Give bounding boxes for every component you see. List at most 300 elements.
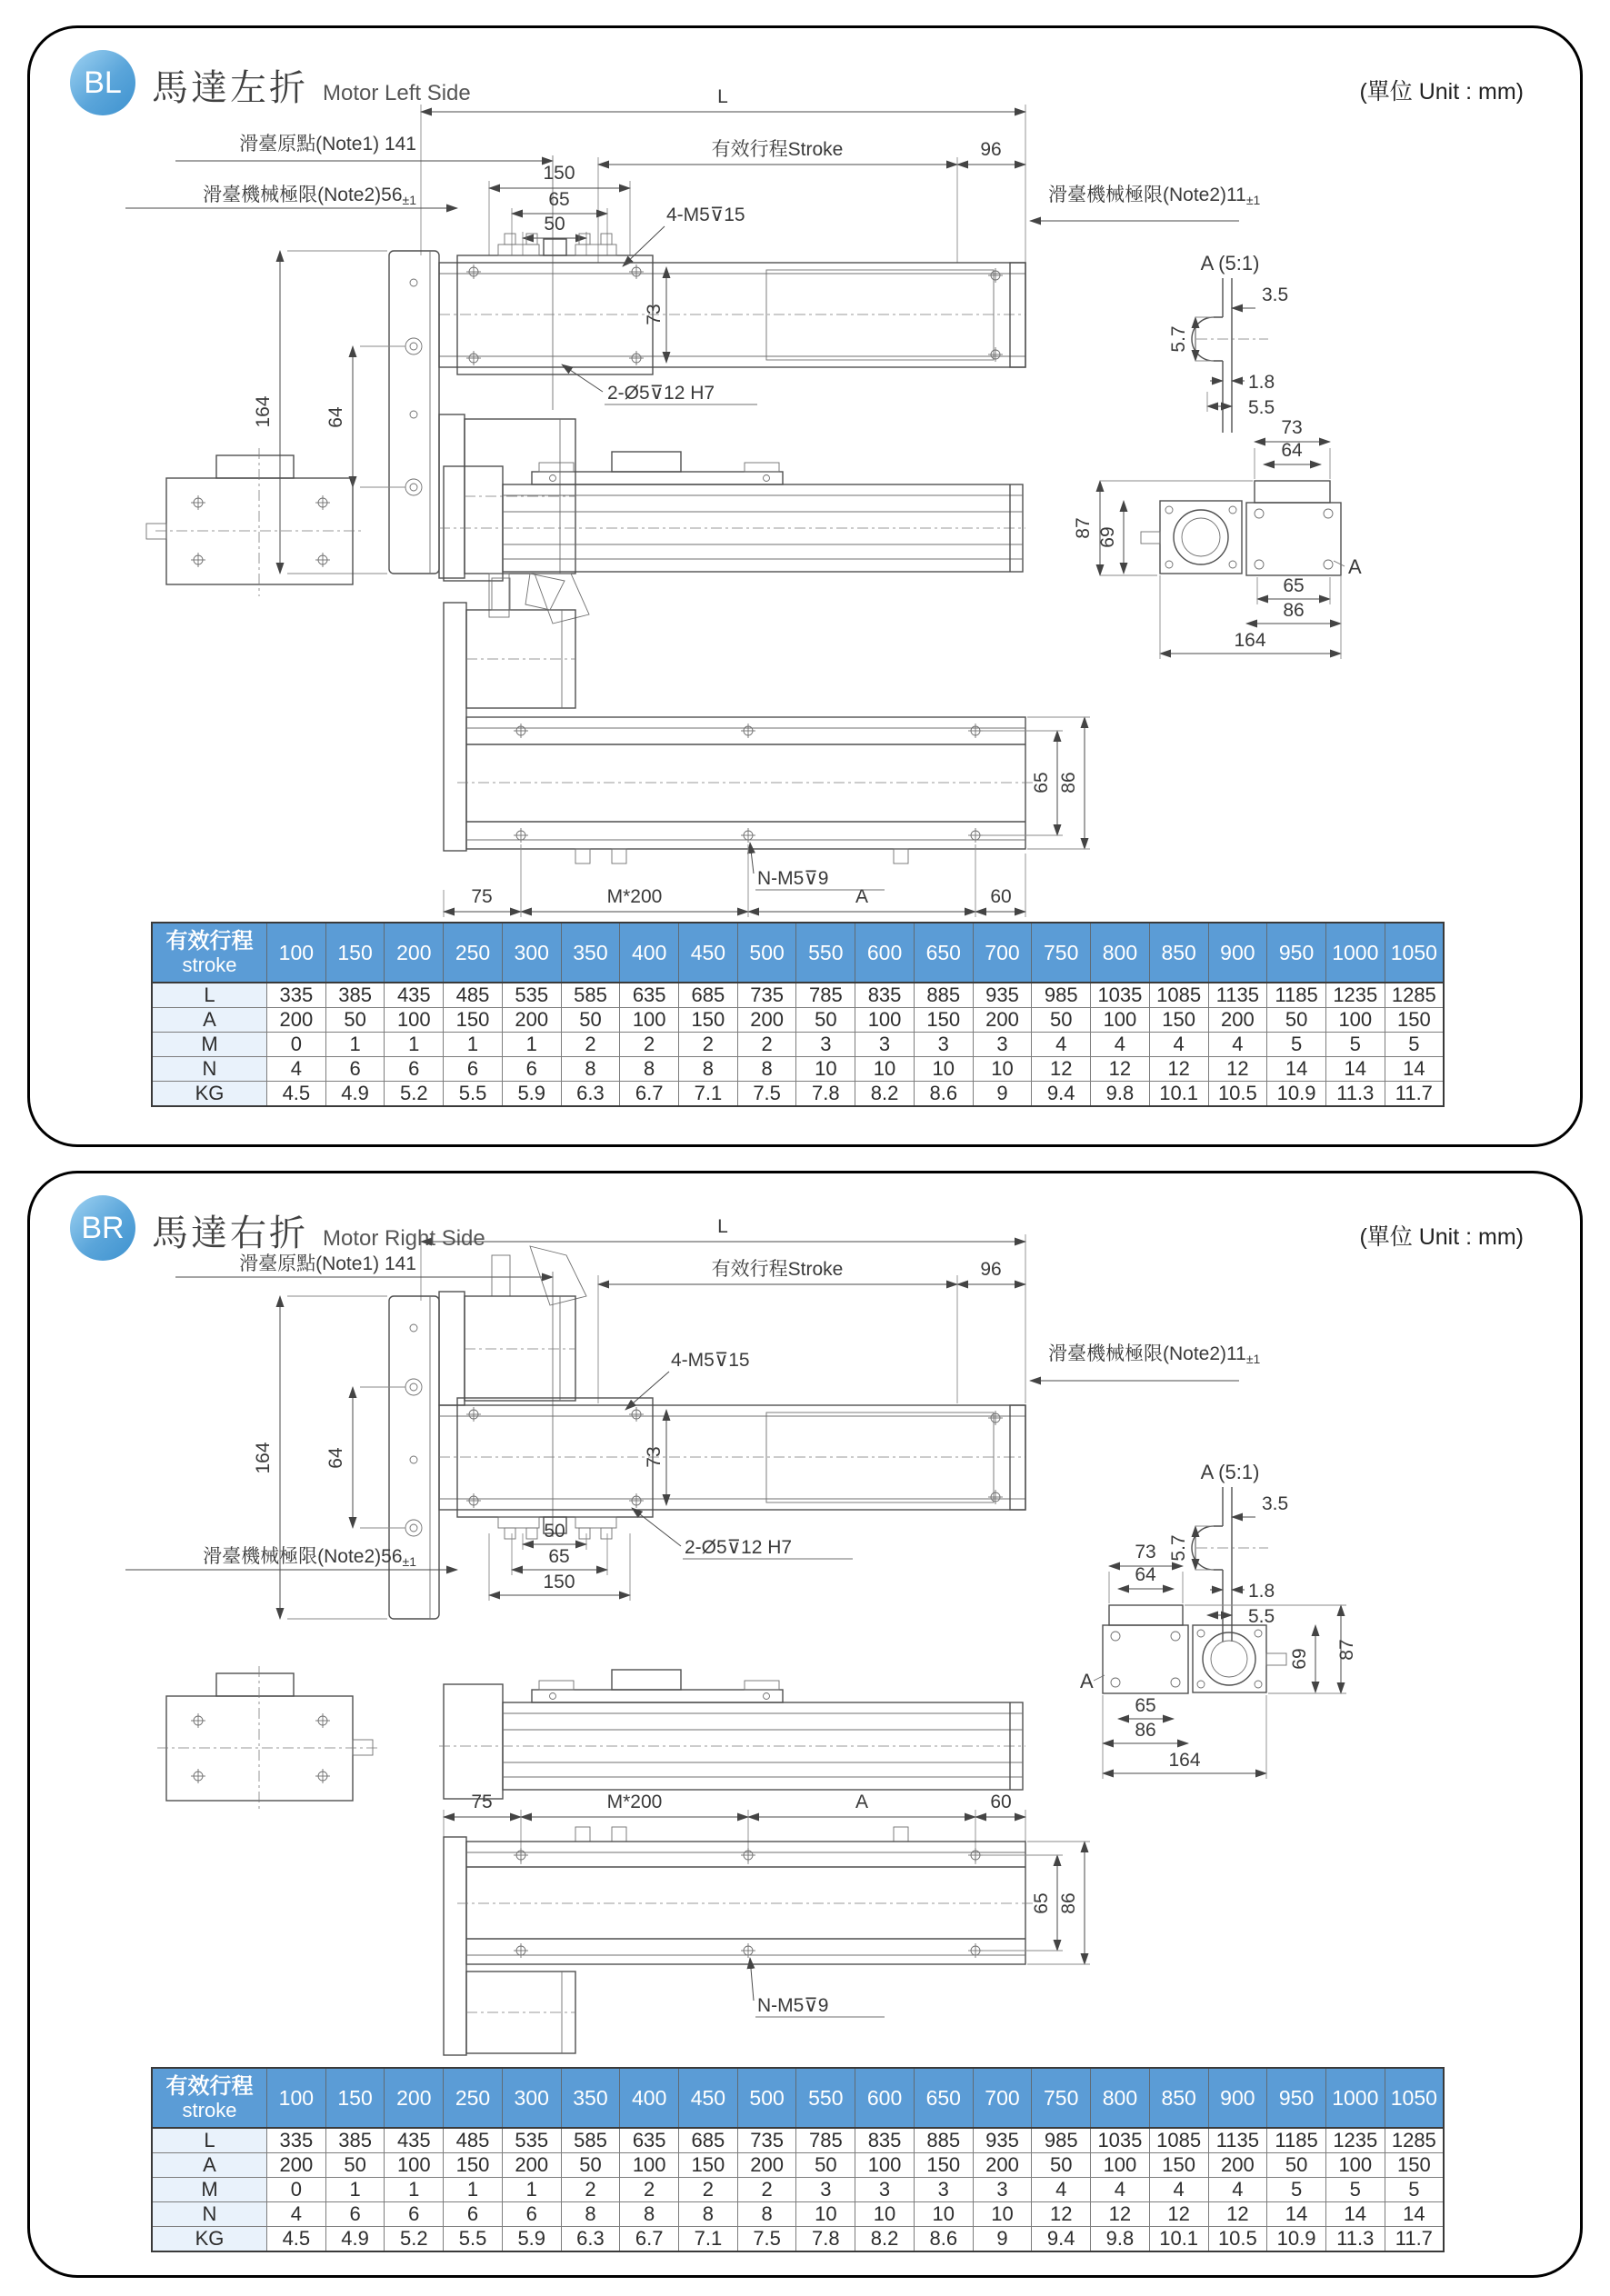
bl-detail-a	[1168, 252, 1288, 433]
spec-cell: 150	[1385, 2153, 1444, 2178]
bracket-plate	[389, 251, 439, 574]
spec-cell: 6.7	[620, 1082, 679, 1107]
detail-marker-a: A	[1080, 1670, 1094, 1692]
spec-cell: 1	[444, 2178, 503, 2202]
spec-cell: 1235	[1325, 2128, 1385, 2153]
spec-cell: 785	[796, 983, 855, 1008]
stroke-col-header: 1050	[1385, 923, 1444, 983]
spec-cell: 6	[502, 1057, 561, 1082]
stroke-col-header: 950	[1267, 2068, 1326, 2128]
spec-cell: 4	[267, 1057, 326, 1082]
spec-cell: 200	[267, 2153, 326, 2178]
label-tapN: N-M5⊽9	[757, 1995, 829, 2016]
spec-cell: 935	[973, 983, 1032, 1008]
spec-cell: 0	[267, 2178, 326, 2202]
spec-cell: 8	[620, 1057, 679, 1082]
spec-cell: 10.1	[1149, 1082, 1208, 1107]
stroke-col-header: 950	[1267, 923, 1326, 983]
stroke-col-header: 700	[973, 923, 1032, 983]
spec-cell: 3	[973, 2178, 1032, 2202]
stroke-col-header: 500	[737, 923, 796, 983]
dim-73: 73	[644, 1446, 665, 1468]
dim-stroke: 有效行程Stroke	[711, 139, 844, 160]
spec-cell: 485	[444, 2128, 503, 2153]
dim-65b: 65	[1283, 575, 1305, 596]
br-top-view	[125, 1216, 1261, 1619]
spec-cell: 200	[737, 1008, 796, 1033]
spec-cell: 7.5	[737, 1082, 796, 1107]
spec-cell: 4.5	[267, 2227, 326, 2252]
br-side-view-small	[157, 1666, 381, 1812]
spec-cell: 50	[1032, 1008, 1091, 1033]
dim-86b: 86	[1058, 1892, 1079, 1914]
dim-96: 96	[980, 139, 1002, 160]
dim-A: A	[855, 1792, 869, 1812]
motor-flange	[439, 1292, 465, 1405]
br-detail-a	[1168, 1461, 1288, 1642]
stroke-col-header: 900	[1208, 2068, 1267, 2128]
spec-cell: 50	[561, 1008, 620, 1033]
spec-cell: 4.5	[267, 1082, 326, 1107]
dim-75: 75	[471, 886, 493, 907]
dim-1p8: 1.8	[1248, 1581, 1275, 1602]
detail-marker-a: A	[1348, 555, 1362, 578]
dim-164b: 164	[1234, 630, 1266, 651]
spec-cell: 1	[502, 2178, 561, 2202]
spec-cell: 10	[973, 2202, 1032, 2227]
row-label: L	[152, 2128, 267, 2153]
spec-cell: 6	[502, 2202, 561, 2227]
spec-cell: 10.1	[1149, 2227, 1208, 2252]
spec-cell: 50	[1032, 2153, 1091, 2178]
spec-cell: 435	[385, 983, 444, 1008]
spec-cell: 9.4	[1032, 1082, 1091, 1107]
bl-spec-table	[151, 922, 1445, 1107]
dim-86b: 86	[1058, 772, 1079, 794]
dim-L: L	[717, 86, 728, 107]
spec-cell: 1285	[1385, 983, 1444, 1008]
dim-64b: 64	[1135, 1564, 1156, 1585]
stroke-col-header: 650	[914, 2068, 973, 2128]
spec-cell: 635	[620, 2128, 679, 2153]
spec-cell: 6	[385, 2202, 444, 2227]
label-limit11: 滑臺機械極限(Note2)11±1	[1048, 185, 1261, 207]
spec-cell: 5.2	[385, 1082, 444, 1107]
spec-cell: 4	[1208, 1033, 1267, 1057]
dim-m200: M*200	[606, 886, 663, 907]
spec-cell: 835	[855, 2128, 915, 2153]
spec-cell: 1135	[1208, 983, 1267, 1008]
motor-square	[1160, 501, 1242, 574]
spec-cell: 12	[1091, 1057, 1150, 1082]
dim-65: 65	[548, 189, 570, 210]
spec-cell: 8.2	[855, 1082, 915, 1107]
spec-cell: 335	[267, 983, 326, 1008]
spec-cell: 200	[502, 2153, 561, 2178]
spec-cell: 10.5	[1208, 2227, 1267, 2252]
dim-87: 87	[1073, 517, 1094, 539]
spec-cell: 485	[444, 983, 503, 1008]
label-origin: 滑臺原點(Note1) 141	[239, 1253, 416, 1274]
motor-square	[1193, 1625, 1266, 1692]
bl-side-view-long	[439, 452, 1025, 581]
spec-cell: 3	[796, 2178, 855, 2202]
panel-motor-left	[27, 25, 1583, 1147]
end-cap	[444, 466, 503, 581]
detail-title: A (5:1)	[1200, 1461, 1260, 1483]
spec-cell: 200	[502, 1008, 561, 1033]
row-label: M	[152, 2178, 267, 2202]
dim-164b: 164	[1168, 1750, 1201, 1771]
spec-cell: 11.3	[1325, 2227, 1385, 2252]
stroke-col-header: 800	[1091, 923, 1150, 983]
spec-cell: 3	[855, 2178, 915, 2202]
stroke-col-header: 550	[796, 923, 855, 983]
spec-cell: 150	[1385, 1008, 1444, 1033]
spec-cell: 1085	[1149, 2128, 1208, 2153]
label-origin: 滑臺原點(Note1) 141	[239, 134, 416, 155]
motor-bottom	[466, 610, 575, 708]
motor-side	[166, 478, 353, 584]
spec-cell: 585	[561, 2128, 620, 2153]
stroke-col-header: 750	[1032, 2068, 1091, 2128]
dim-73: 73	[644, 304, 665, 325]
stroke-col-header: 850	[1149, 923, 1208, 983]
rail-bottom	[466, 717, 1025, 849]
spec-cell: 14	[1267, 1057, 1326, 1082]
row-label: M	[152, 1033, 267, 1057]
spec-cell: 2	[679, 1033, 738, 1057]
spec-cell: 14	[1385, 2202, 1444, 2227]
spec-cell: 100	[1325, 1008, 1385, 1033]
spec-cell: 385	[325, 2128, 385, 2153]
spec-cell: 935	[973, 2128, 1032, 2153]
spec-cell: 100	[620, 1008, 679, 1033]
bracket-bottom	[444, 603, 466, 851]
spec-cell: 200	[973, 1008, 1032, 1033]
stroke-col-header: 300	[502, 923, 561, 983]
dim-1p8: 1.8	[1248, 372, 1275, 393]
spec-cell: 4.9	[325, 2227, 385, 2252]
spec-cell: 5	[1325, 2178, 1385, 2202]
spec-cell: 7.5	[737, 2227, 796, 2252]
panel-header	[152, 59, 471, 111]
spec-cell: 3	[855, 1033, 915, 1057]
dim-64b: 64	[1281, 440, 1303, 461]
row-label: KG	[152, 1082, 267, 1107]
dim-64: 64	[325, 1447, 346, 1469]
spec-cell: 4	[1149, 2178, 1208, 2202]
spec-cell: 4.9	[325, 1082, 385, 1107]
dim-96: 96	[980, 1259, 1002, 1280]
spec-cell: 12	[1091, 2202, 1150, 2227]
stroke-col-header: 150	[325, 2068, 385, 2128]
spec-cell: 8.6	[914, 2227, 973, 2252]
spec-cell: 685	[679, 2128, 738, 2153]
dim-86: 86	[1135, 1720, 1156, 1741]
spec-cell: 535	[502, 983, 561, 1008]
stroke-col-header: 250	[444, 923, 503, 983]
spec-cell: 100	[385, 1008, 444, 1033]
spec-cell: 1	[385, 2178, 444, 2202]
title-en: Motor Right Side	[323, 1226, 485, 1251]
spec-cell: 9.4	[1032, 2227, 1091, 2252]
spec-cell: 6	[444, 2202, 503, 2227]
spec-cell: 735	[737, 983, 796, 1008]
spec-cell: 885	[914, 2128, 973, 2153]
dim-65c: 65	[1031, 1892, 1052, 1914]
dim-5p5: 5.5	[1248, 1606, 1275, 1627]
motor-body	[465, 1296, 575, 1401]
unit-label: (單位 Unit : mm)	[1359, 79, 1524, 105]
spec-cell: 10	[855, 2202, 915, 2227]
spec-cell: 4	[1091, 2178, 1150, 2202]
end-cap	[444, 1684, 503, 1799]
title-zh: 馬達右折	[152, 1213, 308, 1253]
bracket-plate	[389, 1296, 439, 1619]
spec-cell: 50	[1267, 1008, 1326, 1033]
rail-side	[503, 484, 1023, 572]
spec-cell: 1185	[1267, 2128, 1326, 2153]
spec-cell: 50	[796, 1008, 855, 1033]
spec-cell: 7.8	[796, 1082, 855, 1107]
spec-cell: 2	[620, 2178, 679, 2202]
rail-side	[503, 1702, 1023, 1790]
spec-cell: 1035	[1091, 983, 1150, 1008]
rail-bottom	[466, 1842, 1025, 1964]
spec-cell: 200	[267, 1008, 326, 1033]
spec-cell: 1235	[1325, 983, 1385, 1008]
stroke-table	[151, 2067, 1445, 2252]
spec-cell: 9	[973, 2227, 1032, 2252]
label-hole2: 2-Ø5⊽12 H7	[607, 383, 715, 404]
dim-m200: M*200	[606, 1792, 663, 1812]
stroke-col-header: 750	[1032, 923, 1091, 983]
spec-cell: 8.6	[914, 1082, 973, 1107]
dim-150: 150	[543, 1572, 575, 1592]
title-zh: 馬達左折	[152, 68, 308, 108]
spec-cell: 585	[561, 983, 620, 1008]
stroke-col-header: 900	[1208, 923, 1267, 983]
spec-cell: 8.2	[855, 2227, 915, 2252]
spec-cell: 5.5	[444, 2227, 503, 2252]
badge-br: BR	[70, 1195, 135, 1261]
spec-cell: 11.7	[1385, 2227, 1444, 2252]
stroke-col-header: 1000	[1325, 2068, 1385, 2128]
panel-motor-right	[27, 1171, 1583, 2278]
spec-cell: 5.5	[444, 1082, 503, 1107]
spec-cell: 10	[973, 1057, 1032, 1082]
motor-body	[465, 419, 575, 574]
dim-150: 150	[543, 163, 575, 184]
row-label: A	[152, 2153, 267, 2178]
spec-cell: 7.1	[679, 1082, 738, 1107]
dim-86: 86	[1283, 600, 1305, 621]
spec-cell: 8	[737, 1057, 796, 1082]
spec-cell: 100	[620, 2153, 679, 2178]
stroke-col-header: 1000	[1325, 923, 1385, 983]
spec-cell: 9	[973, 1082, 1032, 1107]
label-tap4: 4-M5⊽15	[671, 1350, 750, 1371]
spec-cell: 100	[385, 2153, 444, 2178]
spec-cell: 50	[325, 2153, 385, 2178]
motor-side	[166, 1696, 353, 1801]
spec-cell: 3	[796, 1033, 855, 1057]
stroke-col-header: 200	[385, 923, 444, 983]
spec-cell: 435	[385, 2128, 444, 2153]
slider-plate	[457, 255, 653, 374]
spec-cell: 100	[855, 2153, 915, 2178]
dim-164: 164	[253, 1442, 274, 1474]
spec-cell: 11.7	[1385, 1082, 1444, 1107]
spec-cell: 8	[737, 2202, 796, 2227]
spec-cell: 4	[267, 2202, 326, 2227]
gearbox-square	[1103, 1625, 1188, 1693]
rail-outline	[439, 263, 1025, 367]
spec-cell: 50	[561, 2153, 620, 2178]
spec-cell: 5	[1385, 1033, 1444, 1057]
spec-cell: 12	[1032, 2202, 1091, 2227]
dim-50: 50	[544, 1521, 565, 1542]
stroke-col-header: 350	[561, 923, 620, 983]
row-label: A	[152, 1008, 267, 1033]
dim-64: 64	[325, 406, 346, 428]
spec-cell: 535	[502, 2128, 561, 2153]
stroke-col-header: 600	[855, 2068, 915, 2128]
spec-cell: 200	[973, 2153, 1032, 2178]
stroke-table	[151, 922, 1445, 1107]
dim-73b: 73	[1135, 1542, 1156, 1562]
spec-cell: 10.9	[1267, 2227, 1326, 2252]
bracket-bottom	[444, 1837, 466, 2055]
spec-cell: 11.3	[1325, 1082, 1385, 1107]
dim-L: L	[717, 1216, 728, 1237]
spec-cell: 2	[737, 2178, 796, 2202]
spec-cell: 735	[737, 2128, 796, 2153]
spec-cell: 6	[444, 1057, 503, 1082]
stroke-col-header: 450	[679, 2068, 738, 2128]
spec-cell: 9.8	[1091, 2227, 1150, 2252]
dim-3p5: 3.5	[1262, 1493, 1289, 1514]
motor-bottom	[466, 1972, 575, 2053]
unit-label: (單位 Unit : mm)	[1359, 1224, 1524, 1250]
stroke-col-header: 500	[737, 2068, 796, 2128]
slider-side	[532, 1690, 783, 1702]
spec-cell: 985	[1032, 2128, 1091, 2153]
stroke-col-header: 100	[267, 2068, 326, 2128]
label-hole2: 2-Ø5⊽12 H7	[685, 1537, 793, 1558]
spec-cell: 5	[1385, 2178, 1444, 2202]
spec-cell: 100	[1091, 2153, 1150, 2178]
spec-cell: 3	[973, 1033, 1032, 1057]
spec-cell: 4	[1032, 1033, 1091, 1057]
slider-plate	[457, 1398, 653, 1517]
spec-cell: 12	[1032, 1057, 1091, 1082]
spec-cell: 4	[1149, 1033, 1208, 1057]
stroke-col-header: 650	[914, 923, 973, 983]
stroke-col-header: 250	[444, 2068, 503, 2128]
spec-cell: 200	[1208, 1008, 1267, 1033]
spec-cell: 100	[855, 1008, 915, 1033]
spec-cell: 50	[796, 2153, 855, 2178]
dim-5p5: 5.5	[1248, 397, 1275, 418]
spec-cell: 14	[1267, 2202, 1326, 2227]
spec-cell: 3	[914, 2178, 973, 2202]
spec-cell: 10	[914, 1057, 973, 1082]
row-label: N	[152, 2202, 267, 2227]
br-end-view	[1080, 1542, 1357, 1779]
label-limit11: 滑臺機械極限(Note2)11±1	[1048, 1343, 1261, 1366]
spec-cell: 5	[1267, 1033, 1326, 1057]
spec-cell: 1035	[1091, 2128, 1150, 2153]
stroke-col-header: 700	[973, 2068, 1032, 2128]
stroke-col-header: 400	[620, 2068, 679, 2128]
label-tap4: 4-M5⊽15	[666, 205, 745, 225]
stroke-col-header: 300	[502, 2068, 561, 2128]
spec-cell: 885	[914, 983, 973, 1008]
spec-cell: 4	[1208, 2178, 1267, 2202]
spec-cell: 5.9	[502, 1082, 561, 1107]
bl-side-view-small	[146, 448, 365, 596]
spec-cell: 10	[855, 1057, 915, 1082]
spec-cell: 10.5	[1208, 1082, 1267, 1107]
dim-87: 87	[1336, 1639, 1357, 1661]
spec-cell: 8	[679, 1057, 738, 1082]
spec-cell: 10	[914, 2202, 973, 2227]
spec-cell: 5	[1267, 2178, 1326, 2202]
bl-bottom-view	[444, 574, 1090, 917]
spec-cell: 635	[620, 983, 679, 1008]
dim-stroke: 有效行程Stroke	[711, 1259, 844, 1280]
panel-header	[152, 1204, 485, 1256]
spec-cell: 4	[1032, 2178, 1091, 2202]
spec-cell: 10.9	[1267, 1082, 1326, 1107]
spec-cell: 12	[1149, 1057, 1208, 1082]
spec-cell: 7.1	[679, 2227, 738, 2252]
stroke-col-header: 800	[1091, 2068, 1150, 2128]
spec-cell: 150	[444, 1008, 503, 1033]
dim-65c: 65	[1031, 772, 1052, 794]
spec-cell: 50	[1267, 2153, 1326, 2178]
spec-cell: 3	[914, 1033, 973, 1057]
spec-cell: 200	[737, 2153, 796, 2178]
stroke-col-header: 150	[325, 923, 385, 983]
spec-cell: 12	[1149, 2202, 1208, 2227]
label-tapN: N-M5⊽9	[757, 868, 829, 889]
spec-cell: 6.7	[620, 2227, 679, 2252]
spec-cell: 150	[914, 2153, 973, 2178]
dim-50: 50	[544, 214, 565, 235]
dim-75: 75	[471, 1792, 493, 1812]
spec-cell: 1	[444, 1033, 503, 1057]
spec-cell: 785	[796, 2128, 855, 2153]
dim-60: 60	[990, 886, 1012, 907]
spec-cell: 2	[737, 1033, 796, 1057]
spec-cell: 2	[620, 1033, 679, 1057]
gearbox-square	[1246, 503, 1341, 575]
spec-cell: 985	[1032, 983, 1091, 1008]
stroke-col-header: 600	[855, 923, 915, 983]
dim-69: 69	[1289, 1648, 1310, 1670]
spec-cell: 100	[1091, 1008, 1150, 1033]
spec-cell: 6.3	[561, 2227, 620, 2252]
detail-title: A (5:1)	[1200, 252, 1260, 275]
spec-cell: 5.2	[385, 2227, 444, 2252]
spec-cell: 4	[1091, 1033, 1150, 1057]
stroke-col-header: 1050	[1385, 2068, 1444, 2128]
spec-cell: 14	[1325, 1057, 1385, 1082]
spec-cell: 14	[1385, 1057, 1444, 1082]
